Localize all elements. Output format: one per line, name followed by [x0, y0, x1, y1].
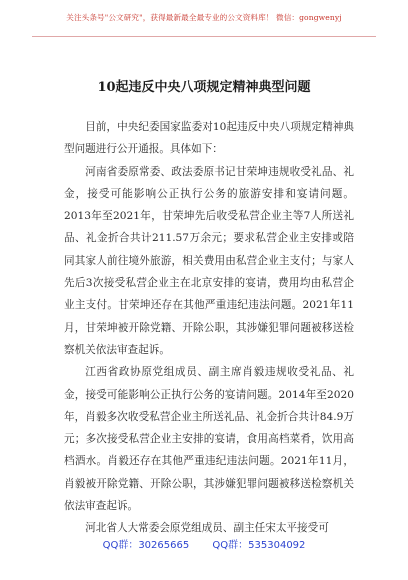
footer-qq-group-1: QQ群：30265665 [102, 540, 190, 551]
document-title: 10起违反中央八项规定精神典型问题 [97, 80, 311, 95]
header-divider [32, 36, 376, 37]
paragraph-case-1: 河南省委原常委、政法委原书记甘荣坤违规收受礼品、礼金，接受可能影响公正执行公务的旅游安排和宴请问题。2013年至2021年，甘荣坤先后收受私营企业主等7人所送礼品、礼金折合共计211.57万余元；要求私营企业主安排或陪同其家人前往境外旅游，相关费用由私营企业主支付；与家人先后3次接受私营企业主在北京安排的宴请，费用均由私营企业主支付。甘荣坤还存在其他严重违纪违法问题。2021年11月，甘荣坤被开除党籍、开除公职，其涉嫌犯罪问题被移送检察机关依法审查起诉。 [64, 165, 354, 356]
document-body [64, 116, 354, 540]
paragraph-case-2: 江西省政协原党组成员、副主席肖毅违规收受礼品、礼金，接受可能影响公正执行公务的宴请问题。2014年至2020年，肖毅多次收受私营企业主所送礼品、礼金折合共计84.9万元；多次接受私营企业主安排的宴请，食用高档菜肴，饮用高档酒水。肖毅还存在其他严重违纪违法问题。2021年11月，肖毅被开除党籍、开除公职，其涉嫌犯罪问题被移送检察机关依法审查起诉。 [64, 366, 354, 513]
footer-qq-group-2: QQ群：535304092 [212, 540, 306, 551]
paragraph-intro: 目前，中央纪委国家监委对10起违反中央八项规定精神典型问题进行公开通报。具体如下： [64, 121, 354, 156]
header-notice: 关注头条号"公文研究"，获得最新最全最专业的公文资料库！ 微信：gongwenyj [66, 13, 342, 22]
paragraph-case-3: 河北省人大常委会原党组成员、副主任宋太平接受可 [85, 522, 329, 535]
footer-contacts [0, 536, 408, 551]
